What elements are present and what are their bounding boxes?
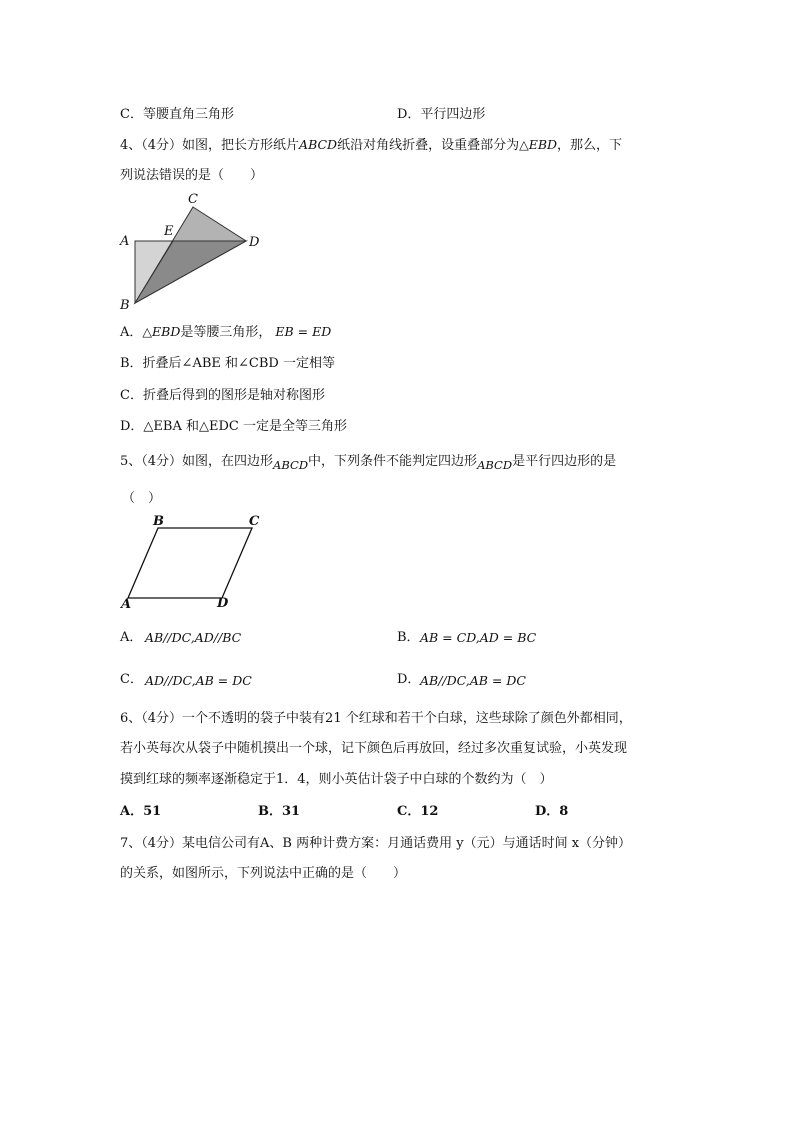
q6-option-a: A．51 [120, 804, 162, 819]
q5-option-b-label: B． [397, 630, 420, 645]
q4-option-c: C．折叠后得到的图形是轴对称图形 [120, 388, 325, 403]
q5-option-d-math: AB//DC,AB = DC [420, 673, 526, 688]
q5-stem-suffix: 是平行四边形的是 [512, 454, 617, 469]
q4-label-c: C [188, 192, 198, 207]
q7-stem-line1: 7、（4分）某电信公司有A、B 两种计费方案：月通话费用 y（元）与通话时间 x（分钟） [120, 836, 632, 851]
q5-parallelogram [128, 528, 252, 598]
q3-option-c: C．等腰直角三角形 [120, 107, 234, 122]
q6-option-b: B．31 [258, 804, 301, 819]
q5-option-a-math: AB//DC,AD//BC [145, 630, 242, 645]
q5-stem-mid: 中，下列条件不能判定四边形 [308, 454, 478, 469]
q4-option-b: B．折叠后∠ABE 和∠CBD 一定相等 [120, 356, 335, 371]
q4-stem-abcd: ABCD [299, 137, 338, 152]
q6-stem-line1: 6、（4分）一个不透明的袋子中装有21 个红球和若干个白球，这些球除了颜色外都相同， [120, 711, 632, 726]
q6-option-c: C．12 [397, 804, 439, 819]
q5-label-a: A [121, 597, 132, 612]
q4-stem-line1 [120, 134, 622, 153]
q6-stem-line3: 摸到红球的频率逐渐稳定于1．4，则小英估计袋子中白球的个数约为（ ） [120, 772, 553, 787]
q5-stem-abcd2: ABCD [477, 458, 513, 472]
q3-option-d: D．平行四边形 [397, 107, 486, 122]
q5-stem-line1 [120, 450, 617, 472]
q5-stem-prefix: 5、（4分）如图，在四边形 [120, 454, 274, 469]
q6-option-d: D．8 [535, 804, 569, 819]
q5-label-b: B [153, 514, 164, 529]
q4-stem-line2: 列说法错误的是（ ） [120, 168, 264, 183]
q5-option-c-label: C． [120, 672, 143, 687]
q4-option-a-prefix: A． [120, 325, 143, 340]
q4-label-d: D [249, 235, 260, 250]
q5-option-d-label: D． [397, 672, 421, 687]
q4-stem-ebd: △EBD [519, 137, 558, 152]
q5-option-c-math: AD//DC,AB = DC [145, 673, 252, 688]
q5-answer-paren: （ ） [122, 491, 162, 506]
q5-label-c: C [249, 514, 260, 529]
q4-option-a-eq: EB = ED [275, 324, 332, 339]
q4-label-e: E [164, 224, 174, 239]
q5-option-b-math: AB = CD,AD = BC [420, 630, 537, 645]
q4-option-d: D．△EBA 和△EDC 一定是全等三角形 [120, 419, 347, 434]
q4-stem-suffix: ，那么，下 [557, 138, 623, 153]
q4-stem-mid: 纸沿对角线折叠，设重叠部分为 [337, 138, 520, 153]
q4-option-a [120, 321, 331, 340]
q5-label-d: D [217, 596, 229, 611]
q7-stem-line2: 的关系，如图所示，下列说法中正确的是（ ） [120, 866, 407, 881]
q4-fold-figure [115, 190, 275, 315]
q4-option-a-tri: △EBD [142, 324, 181, 339]
q5-option-a-label: A． [120, 630, 143, 645]
q4-label-b: B [120, 298, 130, 313]
q5-parallelogram-figure [115, 510, 275, 615]
q5-stem-abcd1: ABCD [273, 458, 309, 472]
q4-stem-prefix: 4、（4分）如图，把长方形纸片 [120, 138, 300, 153]
q6-stem-line2: 若小英每次从袋子中随机摸出一个球，记下颜色后再放回，经过多次重复试验，小英发现 [120, 741, 628, 756]
q4-option-a-text: 是等腰三角形， [180, 325, 272, 340]
q4-label-a: A [120, 234, 130, 249]
